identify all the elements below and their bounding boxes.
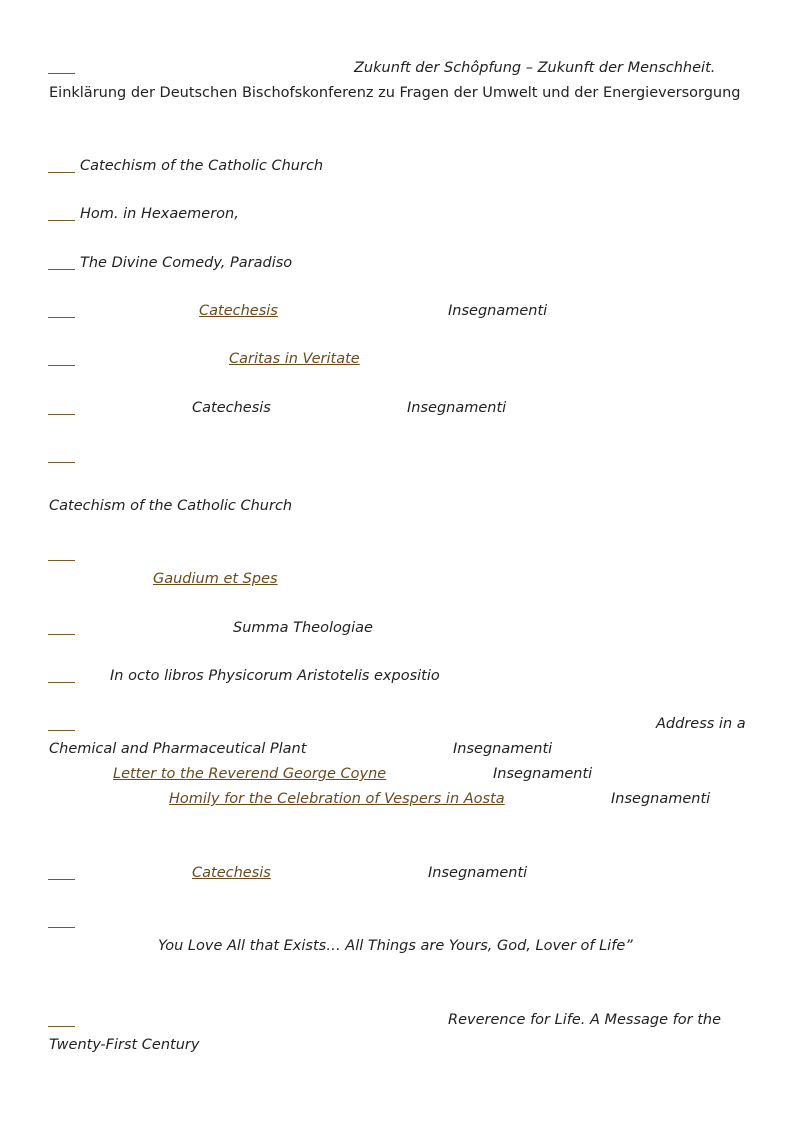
catechesis-reference: Catechesis — [192, 400, 271, 416]
insegnamenti-reference: Insegnamenti — [453, 741, 553, 757]
footnote-number-blank — [48, 927, 75, 928]
footnote-number-blank — [48, 1026, 75, 1027]
footnote-number-blank — [48, 462, 75, 463]
footnote-number-blank — [48, 682, 75, 683]
insegnamenti-reference: Insegnamenti — [611, 791, 711, 807]
citation-title: In octo libros Physicorum Aristotelis expositio — [110, 668, 440, 684]
footnote-number-blank — [48, 560, 75, 561]
footnote-number-blank — [48, 269, 75, 270]
insegnamenti-reference: Insegnamenti — [493, 766, 593, 782]
citation-title-continued: Twenty-First Century — [49, 1037, 200, 1053]
footnote-number-blank — [48, 365, 75, 366]
footnote-number-blank — [48, 73, 75, 74]
footnote-number-blank — [48, 414, 75, 415]
citation-title: Hom. in Hexaemeron, — [80, 206, 239, 222]
catechesis-link[interactable]: Catechesis — [192, 865, 271, 881]
footnote-number-blank — [48, 879, 75, 880]
citation-title: The Divine Comedy, Paradiso — [80, 255, 293, 271]
catechesis-link[interactable]: Catechesis — [199, 303, 278, 319]
citation-title: Catechism of the Catholic Church — [49, 498, 293, 514]
citation-title: Address in a — [656, 716, 746, 732]
footnote-number-blank — [48, 730, 75, 731]
footnote-number-blank — [48, 317, 75, 318]
insegnamenti-reference: Insegnamenti — [448, 303, 548, 319]
footnote-number-blank — [48, 172, 75, 173]
citation-title-continued: Chemical and Pharmaceutical Plant — [49, 741, 307, 757]
insegnamenti-reference: Insegnamenti — [407, 400, 507, 416]
citation-title: Zukunft der Schôpfung – Zukunft der Menschheit. — [354, 60, 716, 76]
citation-title: Reverence for Life. A Message for the — [448, 1012, 722, 1028]
gaudium-et-spes-link[interactable]: Gaudium et Spes — [153, 571, 278, 587]
letter-to-george-coyne-link[interactable]: Letter to the Reverend George Coyne — [113, 766, 387, 782]
citation-title: Summa Theologiae — [233, 620, 373, 636]
citation-title: Catechism of the Catholic Church — [80, 158, 324, 174]
citation-title: You Love All that Exists… All Things are Yours, God, Lover of Life” — [158, 938, 633, 954]
footnote-number-blank — [48, 220, 75, 221]
insegnamenti-reference: Insegnamenti — [428, 865, 528, 881]
citation-subtitle: Einklärung der Deutschen Bischofskonferenz zu Fragen der Umwelt und der Energieversorgung — [49, 85, 741, 101]
caritas-in-veritate-link[interactable]: Caritas in Veritate — [229, 351, 360, 367]
homily-vespers-aosta-link[interactable]: Homily for the Celebration of Vespers in Aosta — [169, 791, 505, 807]
footnote-number-blank — [48, 634, 75, 635]
